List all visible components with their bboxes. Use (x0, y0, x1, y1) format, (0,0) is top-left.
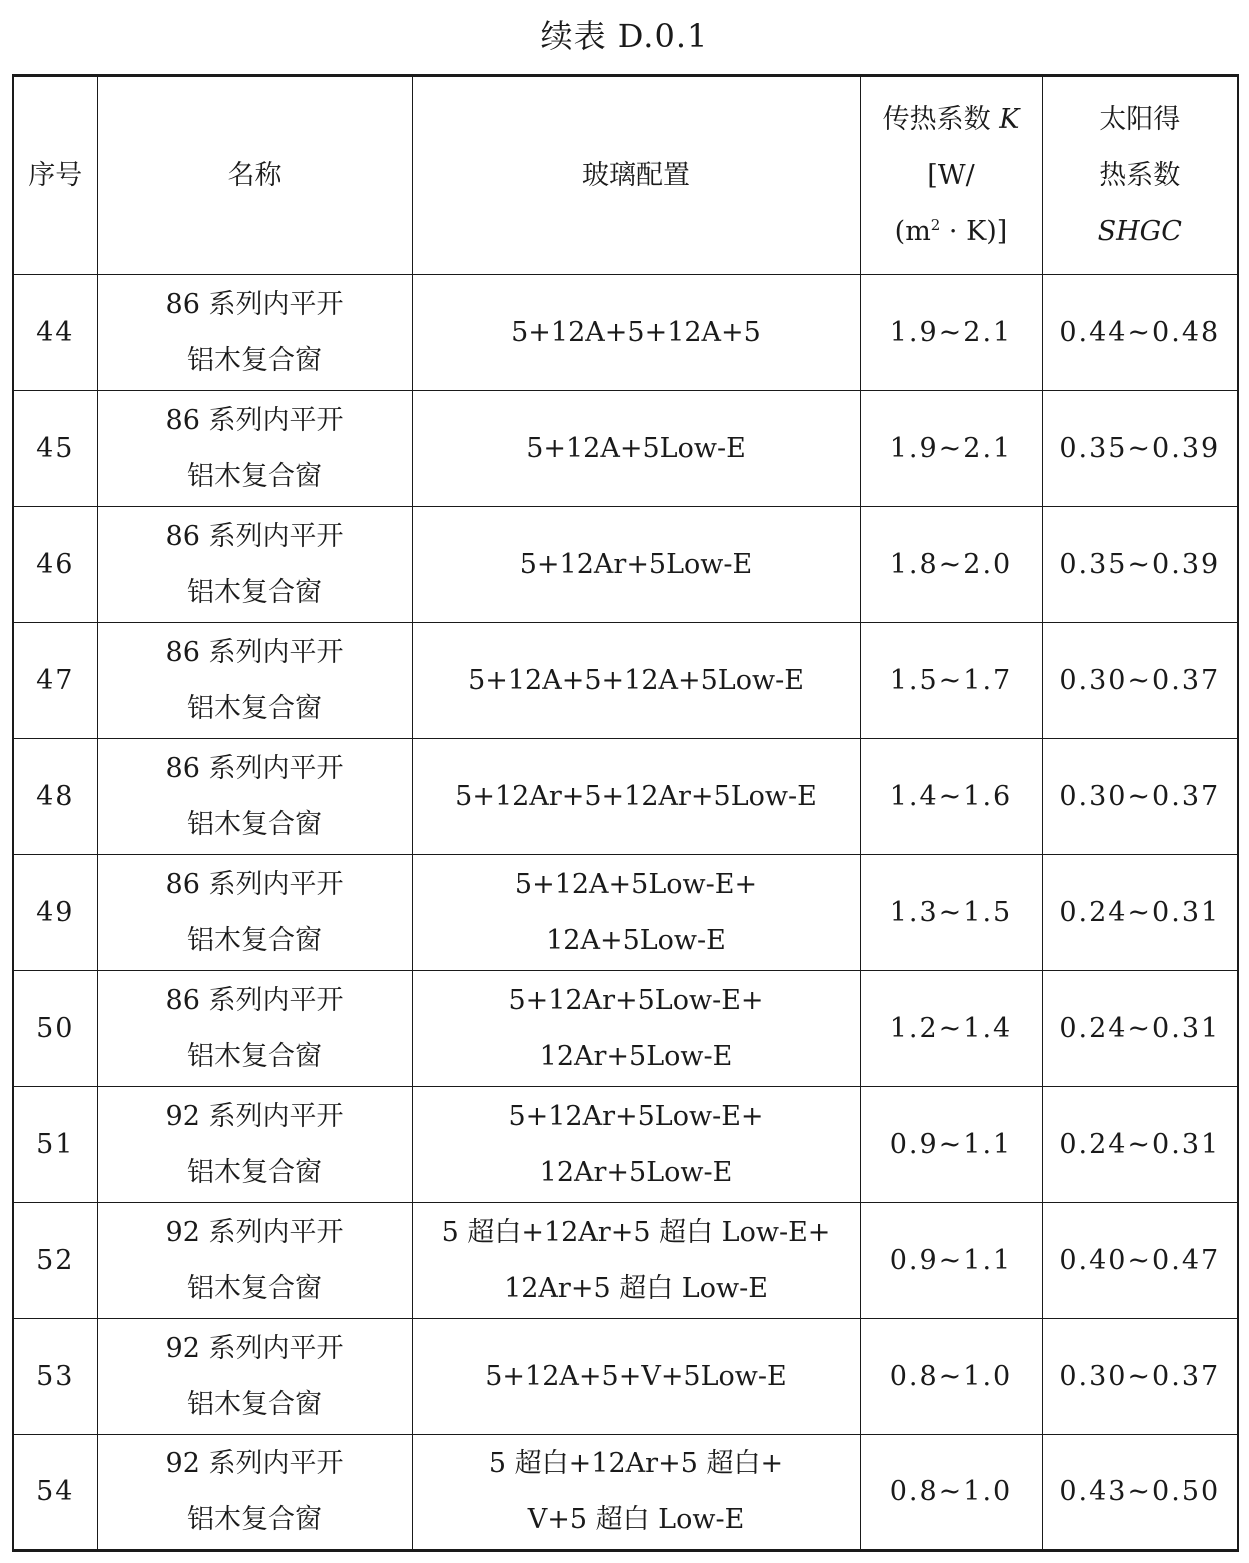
header-index: 序号 (13, 76, 97, 275)
header-row (13, 76, 1238, 275)
cell-index: 46 (13, 507, 97, 623)
cell-k-value: 0.9~1.1 (860, 1203, 1042, 1319)
cell-shgc-value: 0.24~0.31 (1042, 971, 1238, 1087)
cell-name: 92 系列内平开 铝木复合窗 (97, 1203, 412, 1319)
table-row (13, 1319, 1238, 1435)
cell-glass-config: 5+12Ar+5+12Ar+5Low-E (412, 739, 860, 855)
cell-k-value: 1.8~2.0 (860, 507, 1042, 623)
cell-name: 86 系列内平开 铝木复合窗 (97, 855, 412, 971)
cell-glass-config: 5+12A+5+V+5Low-E (412, 1319, 860, 1435)
table-row (13, 971, 1238, 1087)
cell-glass-config: 5 超白+12Ar+5 超白 Low-E+ 12Ar+5 超白 Low-E (412, 1203, 860, 1319)
table-caption: 续表 D.0.1 (540, 17, 709, 55)
cell-k-value: 1.3~1.5 (860, 855, 1042, 971)
cell-name: 86 系列内平开 铝木复合窗 (97, 275, 412, 391)
cell-shgc-value: 0.30~0.37 (1042, 623, 1238, 739)
cell-index: 47 (13, 623, 97, 739)
table-row (13, 855, 1238, 971)
cell-k-value: 1.4~1.6 (860, 739, 1042, 855)
cell-name: 92 系列内平开 铝木复合窗 (97, 1319, 412, 1435)
cell-glass-config: 5+12A+5+12A+5 (412, 275, 860, 391)
cell-glass-config: 5+12A+5Low-E (412, 391, 860, 507)
cell-index: 45 (13, 391, 97, 507)
cell-index: 53 (13, 1319, 97, 1435)
cell-k-value: 0.8~1.0 (860, 1435, 1042, 1551)
cell-shgc-value: 0.40~0.47 (1042, 1203, 1238, 1319)
header-heat-transfer-k: 传热系数 K [W/ $(m^2 \cdot K)$] (860, 76, 1042, 275)
table-row (13, 507, 1238, 623)
cell-k-value: 0.9~1.1 (860, 1087, 1042, 1203)
table-row (13, 739, 1238, 855)
cell-k-value: 1.5~1.7 (860, 623, 1042, 739)
table-row (13, 1435, 1238, 1551)
cell-glass-config: 5+12Ar+5Low-E+ 12Ar+5Low-E (412, 1087, 860, 1203)
cell-glass-config: 5+12A+5+12A+5Low-E (412, 623, 860, 739)
cell-name: 92 系列内平开 铝木复合窗 (97, 1435, 412, 1551)
cell-k-value: 1.9~2.1 (860, 391, 1042, 507)
table-body (13, 275, 1238, 1551)
cell-shgc-value: 0.35~0.39 (1042, 507, 1238, 623)
cell-k-value: 1.2~1.4 (860, 971, 1042, 1087)
cell-k-value: 1.9~2.1 (860, 275, 1042, 391)
cell-name: 86 系列内平开 铝木复合窗 (97, 623, 412, 739)
cell-name: 92 系列内平开 铝木复合窗 (97, 1087, 412, 1203)
cell-shgc-value: 0.30~0.37 (1042, 1319, 1238, 1435)
cell-k-value: 0.8~1.0 (860, 1319, 1042, 1435)
cell-index: 48 (13, 739, 97, 855)
table-row (13, 623, 1238, 739)
table-row (13, 1203, 1238, 1319)
cell-index: 50 (13, 971, 97, 1087)
cell-index: 44 (13, 275, 97, 391)
cell-name: 86 系列内平开 铝木复合窗 (97, 507, 412, 623)
table-row (13, 391, 1238, 507)
cell-index: 49 (13, 855, 97, 971)
cell-glass-config: 5+12Ar+5Low-E+ 12Ar+5Low-E (412, 971, 860, 1087)
cell-shgc-value: 0.44~0.48 (1042, 275, 1238, 391)
cell-index: 51 (13, 1087, 97, 1203)
header-shgc: 太阳得 热系数 SHGC (1042, 76, 1238, 275)
header-name: 名称 (97, 76, 412, 275)
cell-shgc-value: 0.24~0.31 (1042, 1087, 1238, 1203)
cell-glass-config: 5+12Ar+5Low-E (412, 507, 860, 623)
table-header (13, 76, 1238, 275)
cell-shgc-value: 0.43~0.50 (1042, 1435, 1238, 1551)
cell-shgc-value: 0.24~0.31 (1042, 855, 1238, 971)
table-row (13, 275, 1238, 391)
table-row (13, 1087, 1238, 1203)
window-spec-table (12, 74, 1239, 1552)
cell-name: 86 系列内平开 铝木复合窗 (97, 971, 412, 1087)
header-glass-config: 玻璃配置 (412, 76, 860, 275)
cell-name: 86 系列内平开 铝木复合窗 (97, 391, 412, 507)
cell-index: 52 (13, 1203, 97, 1319)
cell-shgc-value: 0.35~0.39 (1042, 391, 1238, 507)
cell-glass-config: 5 超白+12Ar+5 超白+ V+5 超白 Low-E (412, 1435, 860, 1551)
cell-shgc-value: 0.30~0.37 (1042, 739, 1238, 855)
cell-name: 86 系列内平开 铝木复合窗 (97, 739, 412, 855)
cell-glass-config: 5+12A+5Low-E+ 12A+5Low-E (412, 855, 860, 971)
cell-index: 54 (13, 1435, 97, 1551)
